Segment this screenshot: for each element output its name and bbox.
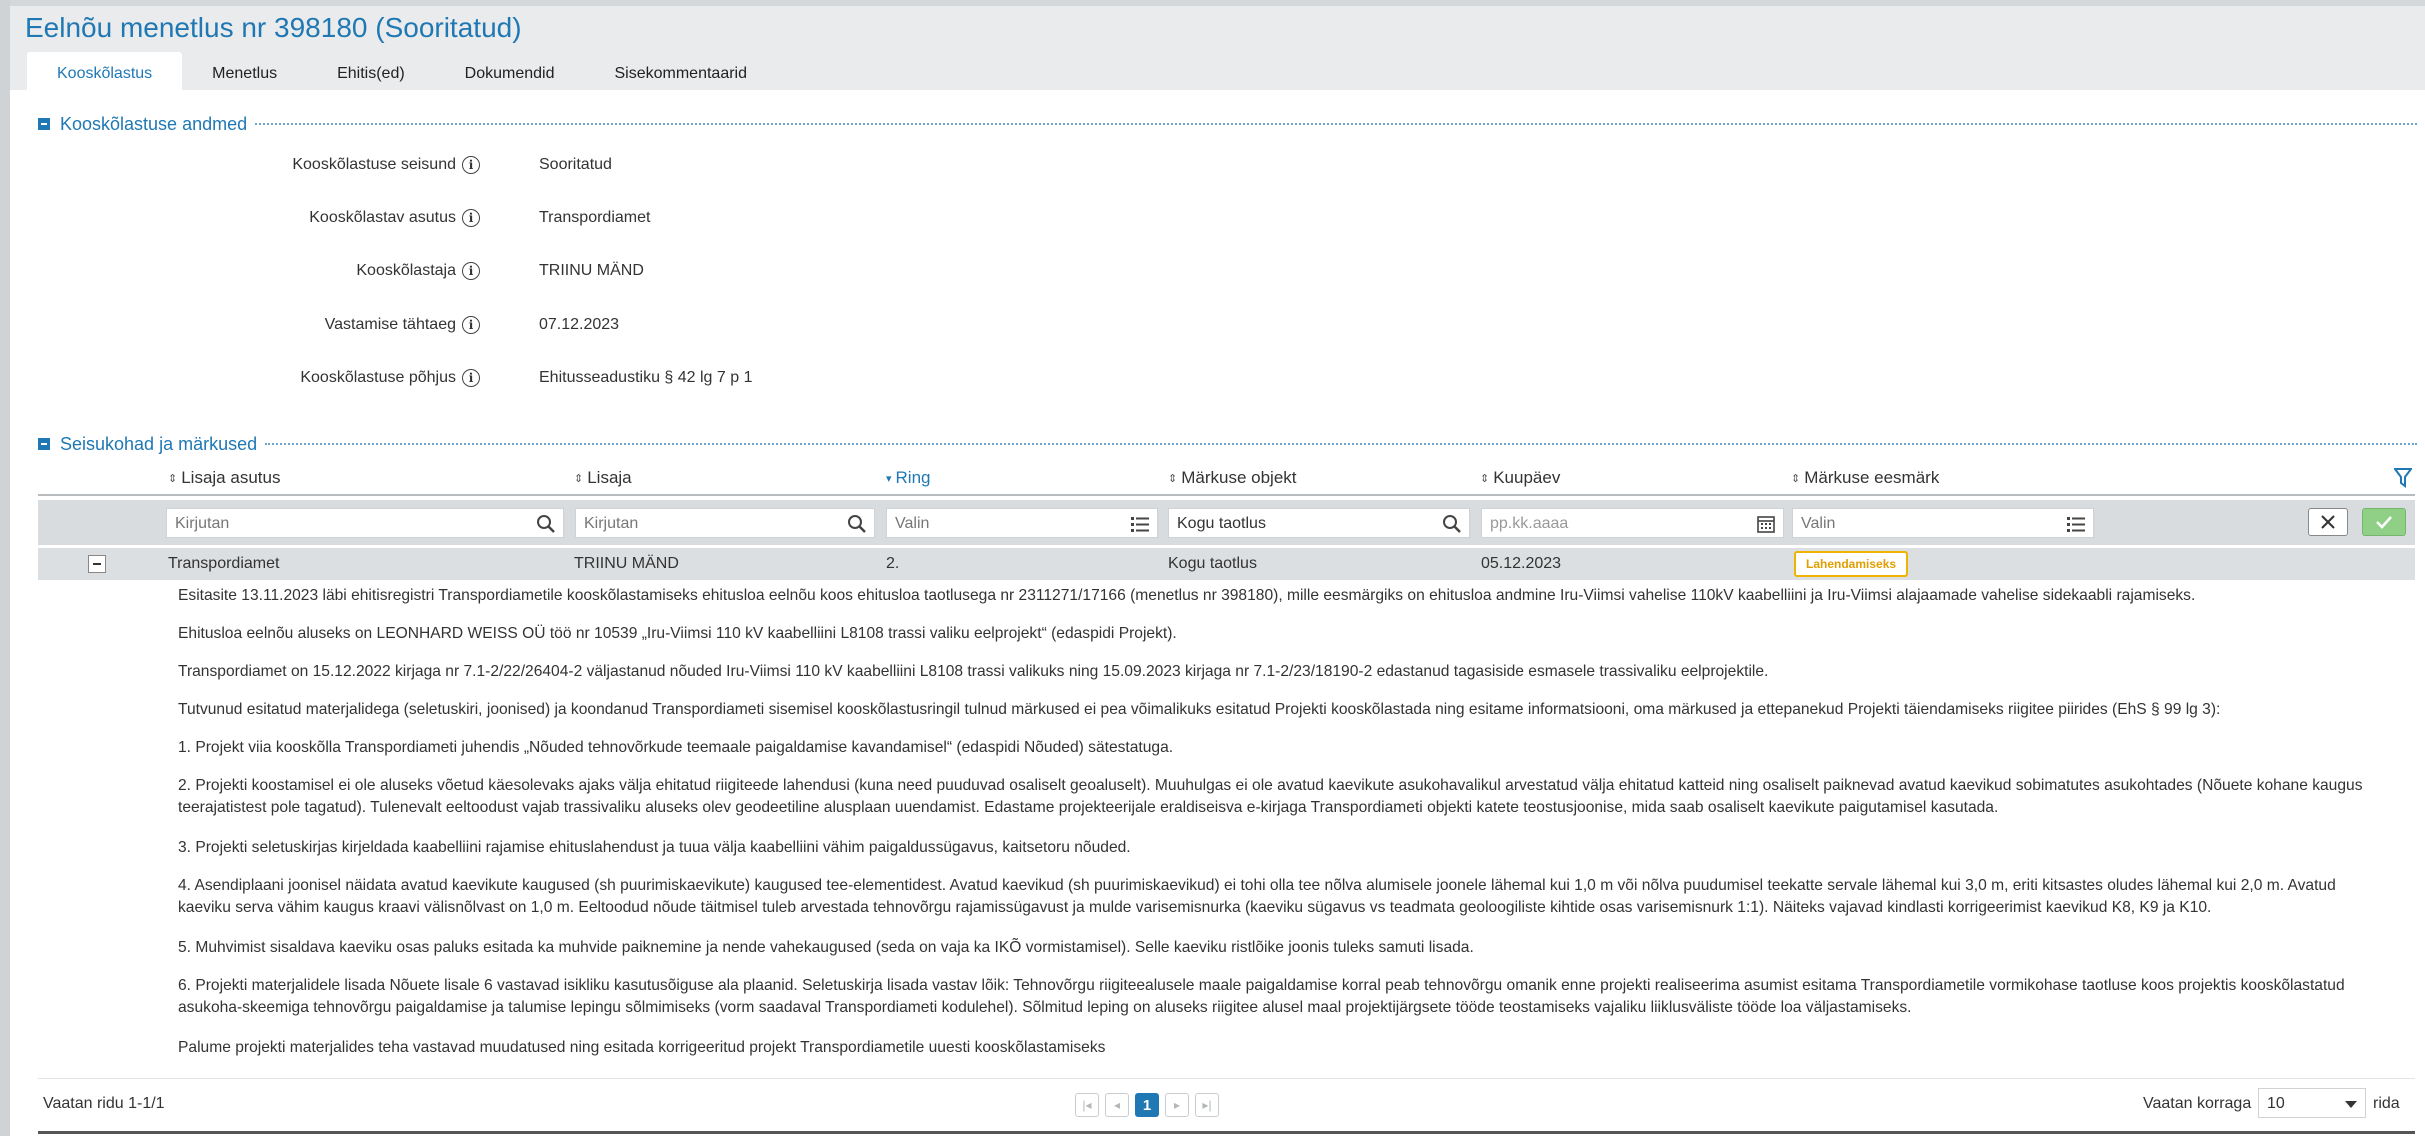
approval-section-title[interactable]: Kooskõlastuse andmed (60, 113, 248, 134)
remark-paragraph: 5. Muhvimist sisaldava kaeviku osas paluks esitada ka muhvide paiknemine ja nende vahekaugused (seda on vaja ka IKÕ vormistamisel). Selle kaeviku ristlõike joonis tuleks samuti lisada. (178, 939, 1474, 956)
cell-round: 2. (886, 555, 900, 572)
field-value: Ehitusseadustiku § 42 lg 7 p 1 (539, 369, 753, 386)
next-page-button[interactable]: ▸ (1165, 1093, 1189, 1117)
sort-descending-icon: ▾ (886, 472, 892, 485)
info-icon[interactable]: i (462, 209, 480, 227)
field-label: Kooskõlastaja i (40, 256, 480, 286)
field-value: 07.12.2023 (539, 316, 620, 333)
object-filter-input[interactable]: Kogu taotlus (1168, 508, 1470, 538)
page-title: Eelnõu menetlus nr 398180 (Sooritatud) (25, 12, 522, 43)
rows-suffix: rida (2373, 1095, 2400, 1112)
page-size-label: Vaatan korraga (2143, 1095, 2252, 1112)
chevron-down-icon (2345, 1101, 2357, 1108)
column-header-purpose[interactable]: ⇕ Märkuse eesmärk (1791, 468, 1940, 487)
info-icon[interactable]: i (462, 156, 480, 174)
clear-filters-button[interactable] (2308, 508, 2348, 536)
field-label: Kooskõlastav asutus i (40, 203, 480, 233)
remark-paragraph: 4. Asendiplaani joonisel näidata avatud kaevikute kaugused (sh puurimiskaevikute) kaugused tee-elementidest. Avatud kaevikud (sh puurimiskaevikud) ei tohi olla tee nõlva alumisele joonele lähemal kui 1,0 m või nõlva puudumisel teekatte servale lähemal kui 3,0 m, eriti kitsastes oludes lähemal kui 2,0 m. Avatud kaeviku serva vähim kaugus kraavi välisnõlvast on 1,0 m. Eeltoodud nõude täitmisel tuleb arvestada tehnovõrgu rajamissügavust ja mulde varisemisnurka (kaeviku sügavus vs teadmata geoloogiliste kihtide osas varisemisnurk 1:1). Näiteks vajavad kindlasti korrigeerimist kaevikud K8, K9 ja K10. (178, 877, 2336, 916)
apply-filters-button[interactable] (2362, 508, 2406, 536)
field-label: Kooskõlastuse seisund i (40, 150, 480, 180)
remark-paragraph: 1. Projekt viia kooskõlla Transpordiameti juhendis „Nõuded tehnovõrkude teemaale paigaldamise kavandamisel“ (edaspidi Nõuded) sätestatuga. (178, 739, 1174, 756)
footer-divider (38, 1078, 2415, 1079)
remark-paragraph: 6. Projekti materjalidele lisada Nõuete lisale 6 vastavad isikliku kasutusõiguse ala plaanid. Seletuskirja lisada vastav lõik: Tehnovõrgu riigiteealusele maale paigaldamise korral peab tehnovõrgu omanik enne projekti realiseerima asumist esitama Transpordiametile vormikohase taotluse koos projektis kooskõlastatud asukoha-skeemiga tehnovõrgu paigaldamise ja talumise lepingu sõlmimiseks (vorm saadaval Transpordiameti kodulehel). Sõlmitud leping on aluseks riigitee alusel maal projektijärgsete tööde teostamiseks vajaliku liiklusväliste tööde loa väljastamiseks. (178, 977, 2345, 1016)
sort-icon: ⇕ (574, 472, 584, 485)
remark-paragraph: Palume projekti materjalides teha vastavad muudatused ning esitada korrigeeritud projekt Transpordiametile uuesti kooskõlastamiseks (178, 1039, 1106, 1056)
collapse-row-button[interactable] (88, 555, 106, 573)
section-divider (255, 123, 2417, 125)
list-icon[interactable] (1129, 513, 1151, 535)
cell-adder: TRIINU MÄND (574, 555, 679, 572)
collapse-approval-section-button[interactable] (38, 118, 50, 130)
remarks-section-title[interactable]: Seisukohad ja märkused (60, 433, 258, 454)
column-header-agency[interactable]: ⇕ Lisaja asutus (168, 468, 281, 487)
sort-icon: ⇕ (1168, 472, 1178, 485)
previous-page-button[interactable]: ◂ (1105, 1093, 1129, 1117)
search-icon[interactable] (535, 513, 557, 535)
field-row-status (0, 150, 1000, 180)
column-header-date[interactable]: ⇕ Kuupäev (1480, 468, 1561, 487)
search-icon[interactable] (846, 513, 868, 535)
pagination (1075, 1093, 1219, 1117)
approval-section-header (38, 113, 2417, 135)
tab-bar (27, 52, 777, 96)
remark-paragraph: Transpordiamet on 15.12.2022 kirjaga nr 7.1-2/22/26404-2 väljastanud nõuded Iru-Viimsi 110 kV kaabelliini L8108 trassi valikuks ning 15.09.2023 kirjaga nr 7.1-2/23/18190-2 edastanud tagasiside esmasele trassivaliku eelprojektile. (178, 663, 1769, 680)
last-page-button[interactable]: ▸| (1195, 1093, 1219, 1117)
remarks-grid-header (38, 462, 2415, 496)
page-size-select[interactable]: 10 (2258, 1088, 2366, 1118)
bottom-border (38, 1131, 2415, 1134)
column-header-object[interactable]: ⇕ Märkuse objekt (1168, 468, 1297, 487)
remark-paragraph: Esitasite 13.11.2023 läbi ehitisregistri Transpordiametile kooskõlastamiseks ehitusloa eelnõu koos ehitusloa taotlusega nr 2311271/17166 (menetlus nr 398180), mille eesmärgiks on ehitusloa andmine Iru-Viimsi vahelise 110kV kaabelliini ja Iru-Viimsi alajaamade vahelise sidekaabli rajamiseks. (178, 587, 2196, 604)
header-bar (10, 0, 2425, 90)
info-icon[interactable]: i (462, 369, 480, 387)
remarks-section-header (38, 433, 2417, 455)
column-header-round[interactable]: ▾ Ring (886, 468, 931, 487)
sort-icon: ⇕ (1480, 472, 1490, 485)
status-badge: Lahendamiseks (1794, 551, 1908, 577)
remark-paragraph: Ehitusloa eelnõu aluseks on LEONHARD WEISS OÜ töö nr 10539 „Iru-Viimsi 110 kV kaabelliini L8108 trassi valiku eelprojekt“ (edaspidi Projekt). (178, 625, 1177, 642)
list-icon[interactable] (2065, 513, 2087, 535)
info-icon[interactable]: i (462, 316, 480, 334)
field-row-agency (0, 203, 1000, 233)
date-filter-input[interactable]: pp.kk.aaaa (1481, 508, 1784, 538)
first-page-button[interactable]: |◂ (1075, 1093, 1099, 1117)
calendar-icon[interactable] (1755, 513, 1777, 535)
search-icon[interactable] (1441, 513, 1463, 535)
rows-info: Vaatan ridu 1-1/1 (43, 1095, 165, 1112)
filter-row (38, 500, 2415, 545)
tab-sisekommentaarid[interactable]: Sisekommentaarid (614, 65, 747, 82)
close-icon (2309, 509, 2347, 535)
table-row[interactable] (38, 548, 2415, 580)
field-row-approver (0, 256, 1000, 286)
remark-paragraph: 3. Projekti seletuskirjas kirjeldada kaabelliini rajamise ehituslahendust ja tuua välja kaabelliini vähim paigaldussügavus, kaitsetoru nõuded. (178, 839, 1131, 856)
section-divider (265, 443, 2417, 445)
filter-icon[interactable] (2394, 468, 2412, 488)
sort-icon: ⇕ (1791, 472, 1801, 485)
check-icon (2363, 509, 2405, 535)
field-value: Transpordiamet (539, 209, 651, 226)
field-value: Sooritatud (539, 156, 612, 173)
collapse-remarks-section-button[interactable] (38, 438, 50, 450)
info-icon[interactable]: i (462, 262, 480, 280)
field-value: TRIINU MÄND (539, 262, 644, 279)
page-button-current[interactable]: 1 (1135, 1093, 1159, 1117)
agency-filter-input[interactable]: Kirjutan (166, 508, 564, 538)
remark-paragraph: 2. Projekti koostamisel ei ole aluseks võetud käesolevaks ajaks välja ehitatud riigiteede lahendusi (kuna need puuduvad osaliselt geoaluselt). Muuhulgas ei ole avatud kaevikute asukohavalikul arvestatud välja ehitatud katteid ning osaliselt paiknevad avatud kaevikud sobimatutes asukohtades (Nõuete kohane kaugus teerajatistest pole tagatud). Tulenevalt eeltoodust vajab trassivaliku aluseks olev geodeetiline alusplaan uuendamist. Edastame projekteerijale eraldiseisva e-kirjaga Transpordiameti objekti katete teostusjoonise, mida saab osaliselt kaevikute paigutamisel kasutada. (178, 777, 2363, 816)
round-filter-select[interactable]: Valin (886, 508, 1158, 538)
remark-paragraph: Tutvunud esitatud materjalidega (seletuskiri, joonised) ja koondanud Transpordiameti sisemisel kooskõlastusringil tulnud märkused ei pea võimalikuks esitatud Projekti kooskõlastada ning esitame informatsiooni, oma märkused ja ettepanekud Projekti täiendamiseks riigitee piirides (EhS § 99 lg 3): (178, 701, 2221, 718)
field-label: Kooskõlastuse põhjus i (40, 363, 480, 393)
field-row-reason (0, 363, 1000, 393)
cell-date: 05.12.2023 (1481, 555, 1562, 572)
purpose-filter-select[interactable]: Valin (1792, 508, 2094, 538)
cell-agency: Transpordiamet (168, 555, 280, 572)
tab-dokumendid[interactable]: Dokumendid (464, 65, 555, 82)
field-row-deadline (0, 310, 1000, 340)
column-header-adder[interactable]: ⇕ Lisaja (574, 468, 632, 487)
tab-menetlus[interactable]: Menetlus (212, 65, 278, 82)
adder-filter-input[interactable]: Kirjutan (575, 508, 875, 538)
tab-ehitised[interactable]: Ehitis(ed) (337, 65, 405, 82)
cell-object: Kogu taotlus (1168, 555, 1257, 572)
sort-icon: ⇕ (168, 472, 178, 485)
field-label: Vastamise tähtaeg i (40, 310, 480, 340)
tab-kooskolastus[interactable]: Kooskõlastus (27, 52, 182, 96)
